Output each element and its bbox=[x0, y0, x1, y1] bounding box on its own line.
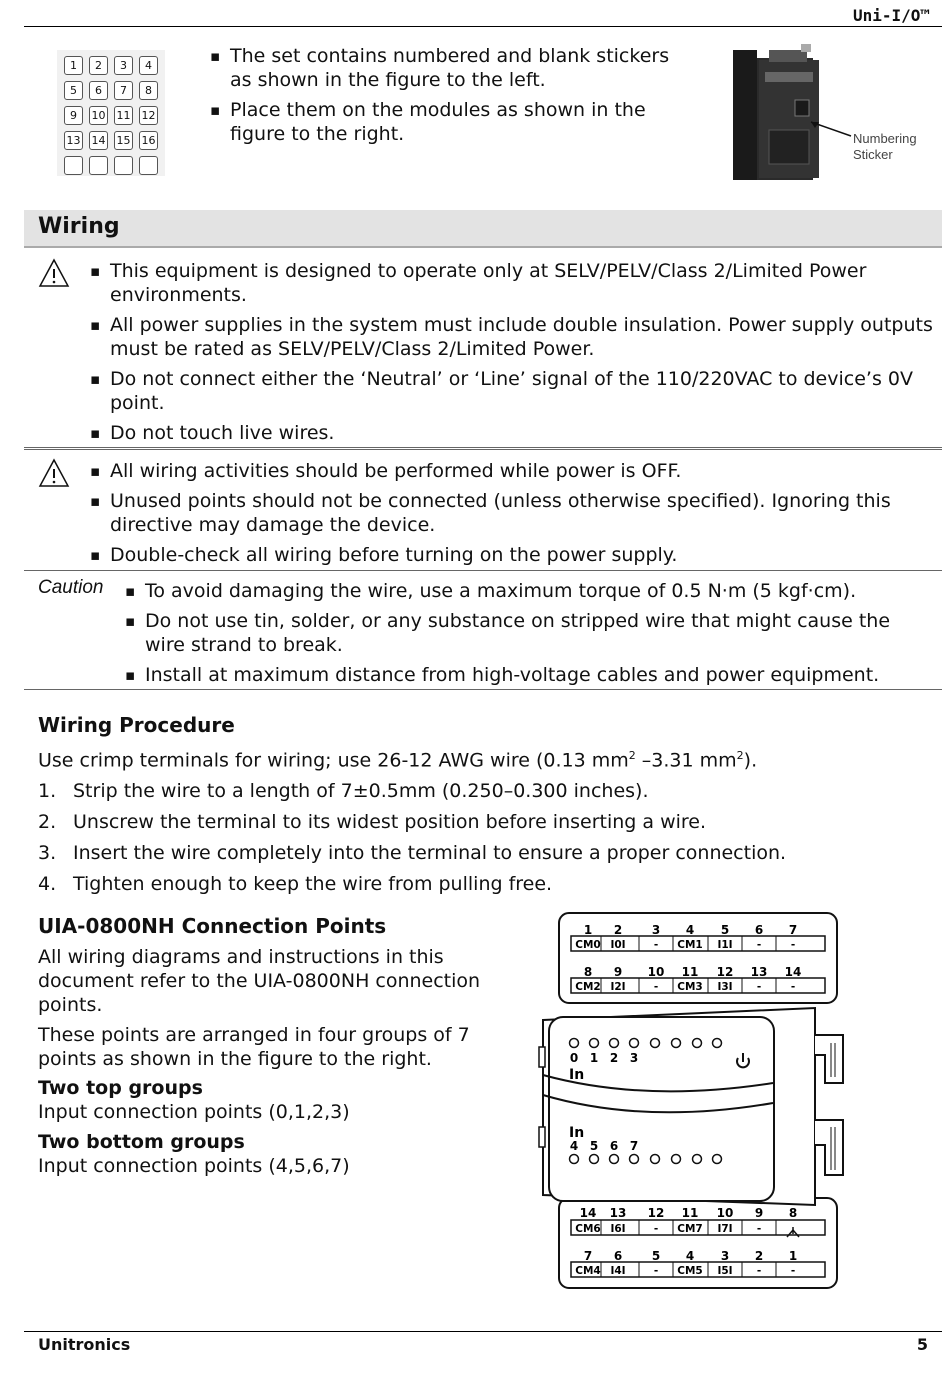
led-indicator bbox=[590, 1039, 599, 1048]
terminal-label: - bbox=[756, 981, 762, 993]
led-indicator bbox=[651, 1039, 660, 1048]
procedure-step: 2. Unscrew the terminal to its widest position before inserting a wire. bbox=[38, 811, 707, 834]
warning-list-1 bbox=[90, 259, 935, 451]
terminal-number: 3 bbox=[651, 923, 661, 937]
sticker bbox=[64, 156, 83, 175]
procedure-step: 3. Insert the wire completely into the terminal to ensure a proper connection. bbox=[38, 842, 787, 865]
led-indicator bbox=[610, 1155, 619, 1164]
top-groups-text: Input connection points (0,1,2,3) bbox=[38, 1101, 350, 1123]
terminal-number: 2 bbox=[754, 1249, 764, 1263]
terminal-number: 14 bbox=[784, 965, 802, 979]
terminal-label: CM3 bbox=[677, 981, 703, 993]
led-indicator bbox=[713, 1039, 722, 1048]
terminal-label: - bbox=[653, 981, 659, 993]
sticker: 4 bbox=[139, 56, 158, 75]
sticker-bullet: ▪ The set contains numbered and blank stickers as shown in the figure to the left. bbox=[210, 44, 690, 92]
terminal-number: 13 bbox=[609, 1206, 627, 1220]
led-indicator bbox=[630, 1155, 639, 1164]
terminal-number: 7 bbox=[583, 1249, 593, 1263]
procedure-title: Wiring Procedure bbox=[38, 713, 235, 737]
connection-points-section bbox=[38, 914, 508, 1178]
terminal-number: 1 bbox=[788, 1249, 798, 1263]
procedure-intro: Use crimp terminals for wiring; use 26-12 AWG wire (0.13 $mm^2$ –3.31 $mm^2$). bbox=[38, 749, 758, 772]
sticker: 3 bbox=[114, 56, 133, 75]
terminal-number: 6 bbox=[754, 923, 764, 937]
header-title: Uni-I/O™ bbox=[852, 6, 930, 25]
terminal-label: CM0 bbox=[575, 939, 601, 951]
led-number: 2 bbox=[609, 1051, 619, 1065]
warning-item: ▪ Do not touch live wires. bbox=[90, 421, 935, 445]
procedure-step: 1. Strip the wire to a length of 7±0.5mm (0.250–0.300 inches). bbox=[38, 780, 649, 803]
connection-title: UIA-0800NH Connection Points bbox=[38, 914, 387, 938]
wiring-section-header bbox=[24, 210, 942, 248]
led-number: 5 bbox=[589, 1139, 599, 1153]
terminal-label: CM4 bbox=[575, 1265, 601, 1277]
terminal-number: 4 bbox=[685, 1249, 695, 1263]
terminal-number: 13 bbox=[750, 965, 768, 979]
terminal-label: CM7 bbox=[677, 1223, 703, 1235]
connection-para2: These points are arranged in four groups of 7 points as shown in the figure to the right. bbox=[38, 1024, 470, 1070]
terminal-number: 5 bbox=[651, 1249, 661, 1263]
sticker-instructions bbox=[210, 44, 690, 152]
led-number: 3 bbox=[629, 1051, 639, 1065]
led-indicator bbox=[651, 1155, 660, 1164]
led-indicator bbox=[672, 1039, 681, 1048]
numbering-callout-line2: Sticker bbox=[853, 147, 893, 162]
led-indicator bbox=[590, 1155, 599, 1164]
in-label-bottom: In bbox=[569, 1125, 585, 1141]
terminal-number: 10 bbox=[647, 965, 665, 979]
terminal-number: 10 bbox=[716, 1206, 734, 1220]
divider bbox=[24, 570, 942, 571]
sticker-sheet-image bbox=[57, 50, 165, 176]
sticker: 7 bbox=[114, 81, 133, 100]
terminal-label: I7I bbox=[717, 1223, 733, 1235]
sticker: 1 bbox=[64, 56, 83, 75]
bottom-groups-title: Two bottom groups bbox=[38, 1131, 245, 1153]
terminal-label: I4I bbox=[610, 1265, 626, 1277]
warning-item: ▪ Unused points should not be connected (unless otherwise specified). Ignoring this directive may damage the device. bbox=[90, 489, 935, 537]
bottom-groups-text: Input connection points (4,5,6,7) bbox=[38, 1155, 350, 1177]
terminal-label: - bbox=[756, 939, 762, 951]
connection-diagram bbox=[525, 905, 880, 1297]
terminal-label: - bbox=[790, 1265, 796, 1277]
header-divider bbox=[24, 26, 942, 27]
terminal-label: - bbox=[653, 939, 659, 951]
led-indicator bbox=[713, 1155, 722, 1164]
led-indicator bbox=[570, 1155, 579, 1164]
sticker-bullet: ▪ Place them on the modules as shown in the figure to the right. bbox=[210, 98, 690, 146]
warning-item: ▪ All power supplies in the system must include double insulation. Power supply outputs must be rated as SELV/PELV/Class 2/Limited Power. bbox=[90, 313, 935, 361]
terminal-label: I5I bbox=[717, 1265, 733, 1277]
terminal-label: I3I bbox=[717, 981, 733, 993]
led-number: 6 bbox=[609, 1139, 619, 1153]
footer-divider bbox=[24, 1331, 942, 1332]
warning-list-2 bbox=[90, 459, 935, 573]
caution-list bbox=[125, 579, 935, 693]
top-groups-title: Two top groups bbox=[38, 1077, 203, 1099]
terminal-number: 3 bbox=[720, 1249, 730, 1263]
sticker bbox=[114, 156, 133, 175]
terminal-label: I2I bbox=[610, 981, 626, 993]
procedure-step: 4. Tighten enough to keep the wire from pulling free. bbox=[38, 873, 553, 896]
caution-item: ▪ Install at maximum distance from high-voltage cables and power equipment. bbox=[125, 663, 935, 687]
in-label-top: In bbox=[569, 1067, 585, 1083]
page-number: 5 bbox=[916, 1335, 928, 1354]
module-sticker-photo bbox=[725, 40, 925, 190]
terminal-label: I6I bbox=[610, 1223, 626, 1235]
terminal-label: CM1 bbox=[677, 939, 703, 951]
terminal-number: 11 bbox=[681, 965, 699, 979]
sticker: 12 bbox=[139, 106, 158, 125]
terminal-label: - bbox=[653, 1223, 659, 1235]
warning-item: ▪ All wiring activities should be performed while power is OFF. bbox=[90, 459, 935, 483]
terminal-label: - bbox=[756, 1265, 762, 1277]
sticker: 11 bbox=[114, 106, 133, 125]
sticker: 9 bbox=[64, 106, 83, 125]
warning-icon bbox=[38, 258, 70, 288]
sticker: 16 bbox=[139, 131, 158, 150]
terminal-label: - bbox=[790, 981, 796, 993]
caution-item: ▪ To avoid damaging the wire, use a maximum torque of 0.5 N·m (5 kgf·cm). bbox=[125, 579, 935, 603]
caution-item: ▪ Do not use tin, solder, or any substance on stripped wire that might cause the wire strand to break. bbox=[125, 609, 935, 657]
terminal-number: 7 bbox=[788, 923, 798, 937]
warning-item: ▪ This equipment is designed to operate only at SELV/PELV/Class 2/Limited Power environments. bbox=[90, 259, 935, 307]
led-number: 0 bbox=[569, 1051, 579, 1065]
sticker: 13 bbox=[64, 131, 83, 150]
led-indicator bbox=[570, 1039, 579, 1048]
terminal-number: 12 bbox=[647, 1206, 665, 1220]
terminal-label: CM2 bbox=[575, 981, 601, 993]
sticker: 15 bbox=[114, 131, 133, 150]
terminal-label: CM6 bbox=[575, 1223, 601, 1235]
terminal-number: 11 bbox=[681, 1206, 699, 1220]
terminal-number: 14 bbox=[579, 1206, 597, 1220]
terminal-label: I0I bbox=[610, 939, 626, 951]
sticker bbox=[139, 156, 158, 175]
terminal-number: 4 bbox=[685, 923, 695, 937]
led-number: 1 bbox=[589, 1051, 599, 1065]
led-indicator bbox=[693, 1039, 702, 1048]
caution-label: Caution bbox=[38, 577, 104, 598]
led-indicator bbox=[693, 1155, 702, 1164]
divider bbox=[24, 689, 942, 690]
sticker: 8 bbox=[139, 81, 158, 100]
numbering-callout-line1: Numbering bbox=[853, 131, 917, 146]
terminal-label: - bbox=[653, 1265, 659, 1277]
footer-company: Unitronics bbox=[38, 1335, 131, 1354]
terminal-number: 12 bbox=[716, 965, 734, 979]
terminal-label: - bbox=[790, 939, 796, 951]
terminal-number: 9 bbox=[754, 1206, 764, 1220]
warning-item: ▪ Double-check all wiring before turning on the power supply. bbox=[90, 543, 935, 567]
led-number: 4 bbox=[569, 1139, 579, 1153]
led-indicator bbox=[610, 1039, 619, 1048]
wiring-procedure bbox=[38, 713, 918, 903]
terminal-number: 9 bbox=[613, 965, 623, 979]
connection-para1: All wiring diagrams and instructions in this document refer to the UIA-0800NH connection points. bbox=[38, 946, 481, 1016]
terminal-number: 6 bbox=[613, 1249, 623, 1263]
terminal-label: CM5 bbox=[677, 1265, 703, 1277]
terminal-number: 5 bbox=[720, 923, 730, 937]
sticker: 10 bbox=[89, 106, 108, 125]
terminal-number: 8 bbox=[583, 965, 593, 979]
led-number: 7 bbox=[629, 1139, 639, 1153]
led-indicator bbox=[630, 1039, 639, 1048]
divider bbox=[24, 447, 942, 450]
terminal-number: 1 bbox=[583, 923, 593, 937]
sticker: 6 bbox=[89, 81, 108, 100]
terminal-label: I1I bbox=[717, 939, 733, 951]
sticker: 2 bbox=[89, 56, 108, 75]
terminal-label: - bbox=[756, 1223, 762, 1235]
terminal-number: 2 bbox=[613, 923, 623, 937]
sticker bbox=[89, 156, 108, 175]
warning-item: ▪ Do not connect either the ‘Neutral’ or ‘Line’ signal of the 110/220VAC to device’s 0V point. bbox=[90, 367, 935, 415]
led-indicator bbox=[672, 1155, 681, 1164]
terminal-number: 8 bbox=[788, 1206, 798, 1220]
sticker: 5 bbox=[64, 81, 83, 100]
warning-icon bbox=[38, 458, 70, 488]
sticker: 14 bbox=[89, 131, 108, 150]
wiring-title: Wiring bbox=[38, 214, 120, 239]
